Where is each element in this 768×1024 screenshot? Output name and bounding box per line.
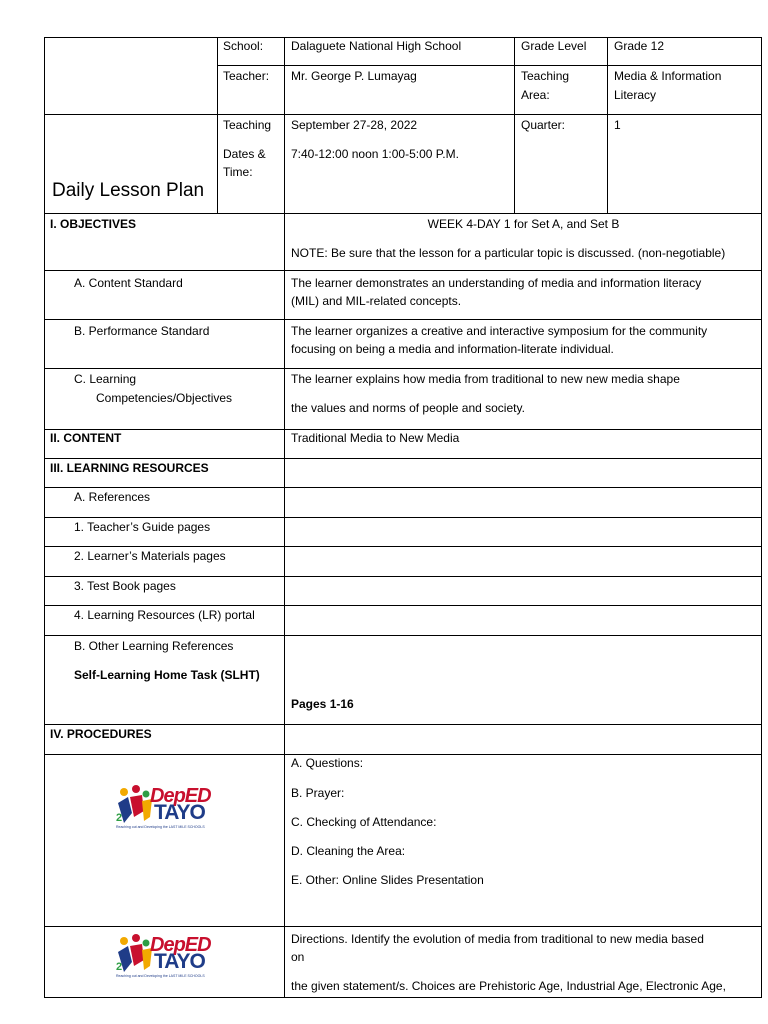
rule (44, 319, 762, 320)
logo-brand-deped: DepED (150, 934, 211, 956)
teaching-dates-label: Dates & (223, 147, 266, 161)
teaching-area-value: Literacy (614, 88, 657, 102)
rule (44, 487, 762, 488)
logo-tagline: Reaching out and Developing the LAST MILE SCHOOLS (116, 825, 205, 829)
rule (217, 37, 218, 214)
svg-text:2: 2 (116, 961, 123, 973)
performance-standard-text: focusing on being a media and information-literate individual. (291, 342, 614, 356)
rule (44, 754, 762, 755)
page-title: Daily Lesson Plan (52, 180, 205, 201)
grade-level-value: Grade 12 (614, 39, 665, 53)
resource-other-references: B. Other Learning References (74, 639, 234, 653)
directions-text: Directions. Identify the evolution of media from traditional to new media based (291, 932, 704, 946)
logo-brand-tayo: TAYO (154, 801, 205, 824)
rule (44, 576, 762, 577)
rule (44, 517, 762, 518)
section-heading-procedures: IV. PROCEDURES (50, 727, 152, 741)
school-value: Dalaguete National High School (291, 39, 462, 53)
procedure-item: D. Cleaning the Area: (291, 844, 406, 858)
performance-standard-text: The learner organizes a creative and interactive symposium for the community (291, 324, 708, 338)
teaching-dates-label: Teaching (223, 118, 272, 132)
rule (44, 368, 762, 369)
quarter-label: Quarter: (521, 118, 566, 132)
performance-standard-label: B. Performance Standard (74, 324, 210, 338)
children-figures-icon (114, 932, 154, 976)
section-heading-objectives: I. OBJECTIVES (50, 217, 137, 231)
rule (514, 37, 515, 214)
resource-lr-portal: 4. Learning Resources (LR) portal (74, 608, 255, 622)
section-heading-content: II. CONTENT (50, 431, 122, 445)
procedure-item: A. Questions: (291, 756, 364, 770)
procedure-item: C. Checking of Attendance: (291, 815, 437, 829)
content-standard-text: (MIL) and MIL-related concepts. (291, 294, 462, 308)
competencies-label: C. Learning (74, 372, 137, 386)
resource-pages: Pages 1-16 (291, 697, 354, 711)
teacher-label: Teacher: (223, 69, 270, 83)
rule (761, 37, 762, 998)
svg-text:2: 2 (116, 812, 123, 824)
children-figures-icon (114, 783, 154, 827)
teaching-dates-label: Time: (223, 165, 253, 179)
rule (44, 605, 762, 606)
directions-text: on (291, 950, 305, 964)
rule (44, 997, 762, 998)
resource-learners-materials: 2. Learner’s Materials pages (74, 549, 226, 563)
rule (44, 114, 762, 115)
resource-teachers-guide: 1. Teacher’s Guide pages (74, 520, 211, 534)
rule (44, 546, 762, 547)
rule (44, 724, 762, 725)
competencies-label: Competencies/Objectives (96, 391, 233, 405)
rule (284, 37, 285, 998)
competencies-text: the values and norms of people and society. (291, 401, 525, 415)
content-standard-text: The learner demonstrates an understanding of media and information literacy (291, 276, 702, 290)
objectives-note: NOTE: Be sure that the lesson for a particular topic is discussed. (non-negotiable) (291, 246, 726, 260)
rule (44, 37, 45, 998)
teacher-value: Mr. George P. Lumayag (291, 69, 417, 83)
resource-test-book: 3. Test Book pages (74, 579, 176, 593)
week-label: WEEK 4-DAY 1 for Set A, and Set B (427, 217, 620, 231)
teaching-dates-value: September 27-28, 2022 (291, 118, 418, 132)
procedure-item: B. Prayer: (291, 786, 345, 800)
grade-level-label: Grade Level (521, 39, 587, 53)
logo-brand-deped: DepED (150, 785, 211, 807)
directions-text: the given statement/s. Choices are Prehistoric Age, Industrial Age, Electronic Age, (291, 979, 726, 993)
deped-tayo-logo (114, 783, 234, 835)
rule (44, 458, 762, 459)
resource-slht: Self-Learning Home Task (SLHT) (74, 668, 260, 682)
teaching-area-label: Area: (521, 88, 550, 102)
rule (44, 635, 762, 636)
school-label: School: (223, 39, 264, 53)
competencies-text: The learner explains how media from traditional to new new media shape (291, 372, 680, 386)
rule (607, 37, 608, 214)
rule (44, 926, 762, 927)
teaching-area-value: Media & Information (614, 69, 722, 83)
deped-tayo-logo (114, 932, 234, 984)
rule (44, 270, 762, 271)
rule (217, 65, 762, 66)
logo-tagline: Reaching out and Developing the LAST MILE SCHOOLS (116, 974, 205, 978)
logo-brand-tayo: TAYO (154, 950, 205, 973)
quarter-value: 1 (614, 118, 621, 132)
section-heading-resources: III. LEARNING RESOURCES (50, 461, 209, 475)
procedure-item: E. Other: Online Slides Presentation (291, 873, 484, 887)
teaching-area-label: Teaching (521, 69, 570, 83)
teaching-time-value: 7:40-12:00 noon 1:00-5:00 P.M. (291, 147, 459, 161)
content-standard-label: A. Content Standard (74, 276, 183, 290)
content-value: Traditional Media to New Media (291, 431, 460, 445)
rule (44, 213, 762, 214)
resource-references: A. References (74, 490, 151, 504)
